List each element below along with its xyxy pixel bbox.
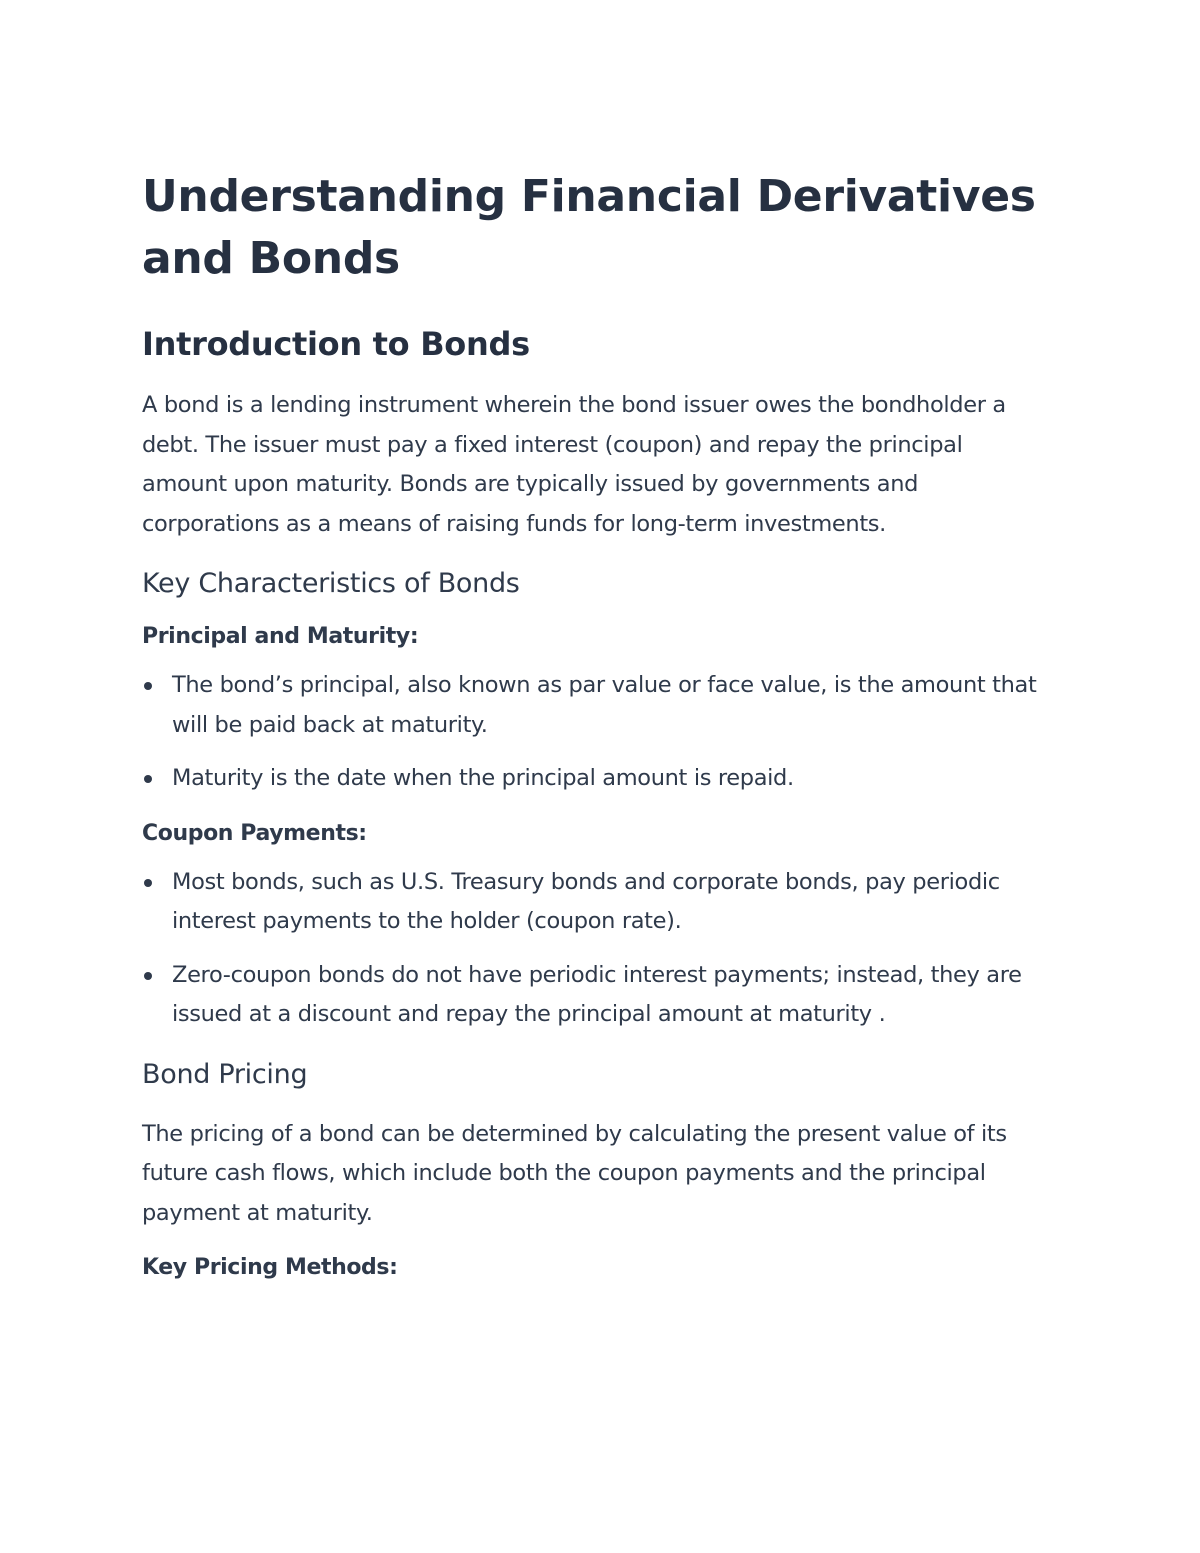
list-item-text: Most bonds, such as U.S. Treasury bonds and corporate bonds, pay periodic interest payments to the holder (coupon rate). (172, 868, 1000, 934)
bullet-icon (144, 682, 152, 690)
pricing-paragraph: The pricing of a bond can be determined by calculating the present value of its future cash flows, which include both the coupon payments and the principal payment at maturity. (142, 1120, 1007, 1226)
key-pricing-methods-label: Key Pricing Methods: (142, 1255, 398, 1280)
list-item-text: Maturity is the date when the principal amount is repaid. (172, 765, 794, 791)
bullet-icon (144, 972, 152, 980)
bullet-icon (144, 879, 152, 887)
intro-paragraph: A bond is a lending instrument wherein the bond issuer owes the bondholder a debt. The issuer must pay a fixed interest (coupon) and repay the principal amount upon maturity. Bonds are typically issued by governments and corporations as a means of raising funds for long-term investments. (142, 392, 1006, 537)
bullet-icon (144, 775, 152, 783)
document-page (142, 166, 1052, 1283)
document-title: Understanding Financial Derivatives and Bonds (142, 171, 1036, 284)
subsection-heading-key-characteristics: Key Characteristics of Bonds (142, 568, 520, 599)
list-item (142, 956, 1052, 1035)
principal-maturity-label: Principal and Maturity: (142, 624, 419, 649)
section-heading-introduction: Introduction to Bonds (142, 325, 530, 363)
list-item (142, 863, 1052, 942)
coupon-payments-label: Coupon Payments: (142, 820, 367, 846)
subsection-heading-bond-pricing: Bond Pricing (142, 1058, 308, 1090)
principal-maturity-list (142, 666, 1052, 799)
list-item-text: The bond’s principal, also known as par value or face value, is the amount that will be paid back at maturity. (172, 672, 1037, 738)
list-item (142, 759, 1052, 799)
coupon-payments-list (142, 863, 1052, 1035)
list-item (142, 666, 1052, 745)
list-item-text: Zero-coupon bonds do not have periodic interest payments; instead, they are issued at a discount and repay the principal amount at maturity . (172, 961, 1022, 1027)
